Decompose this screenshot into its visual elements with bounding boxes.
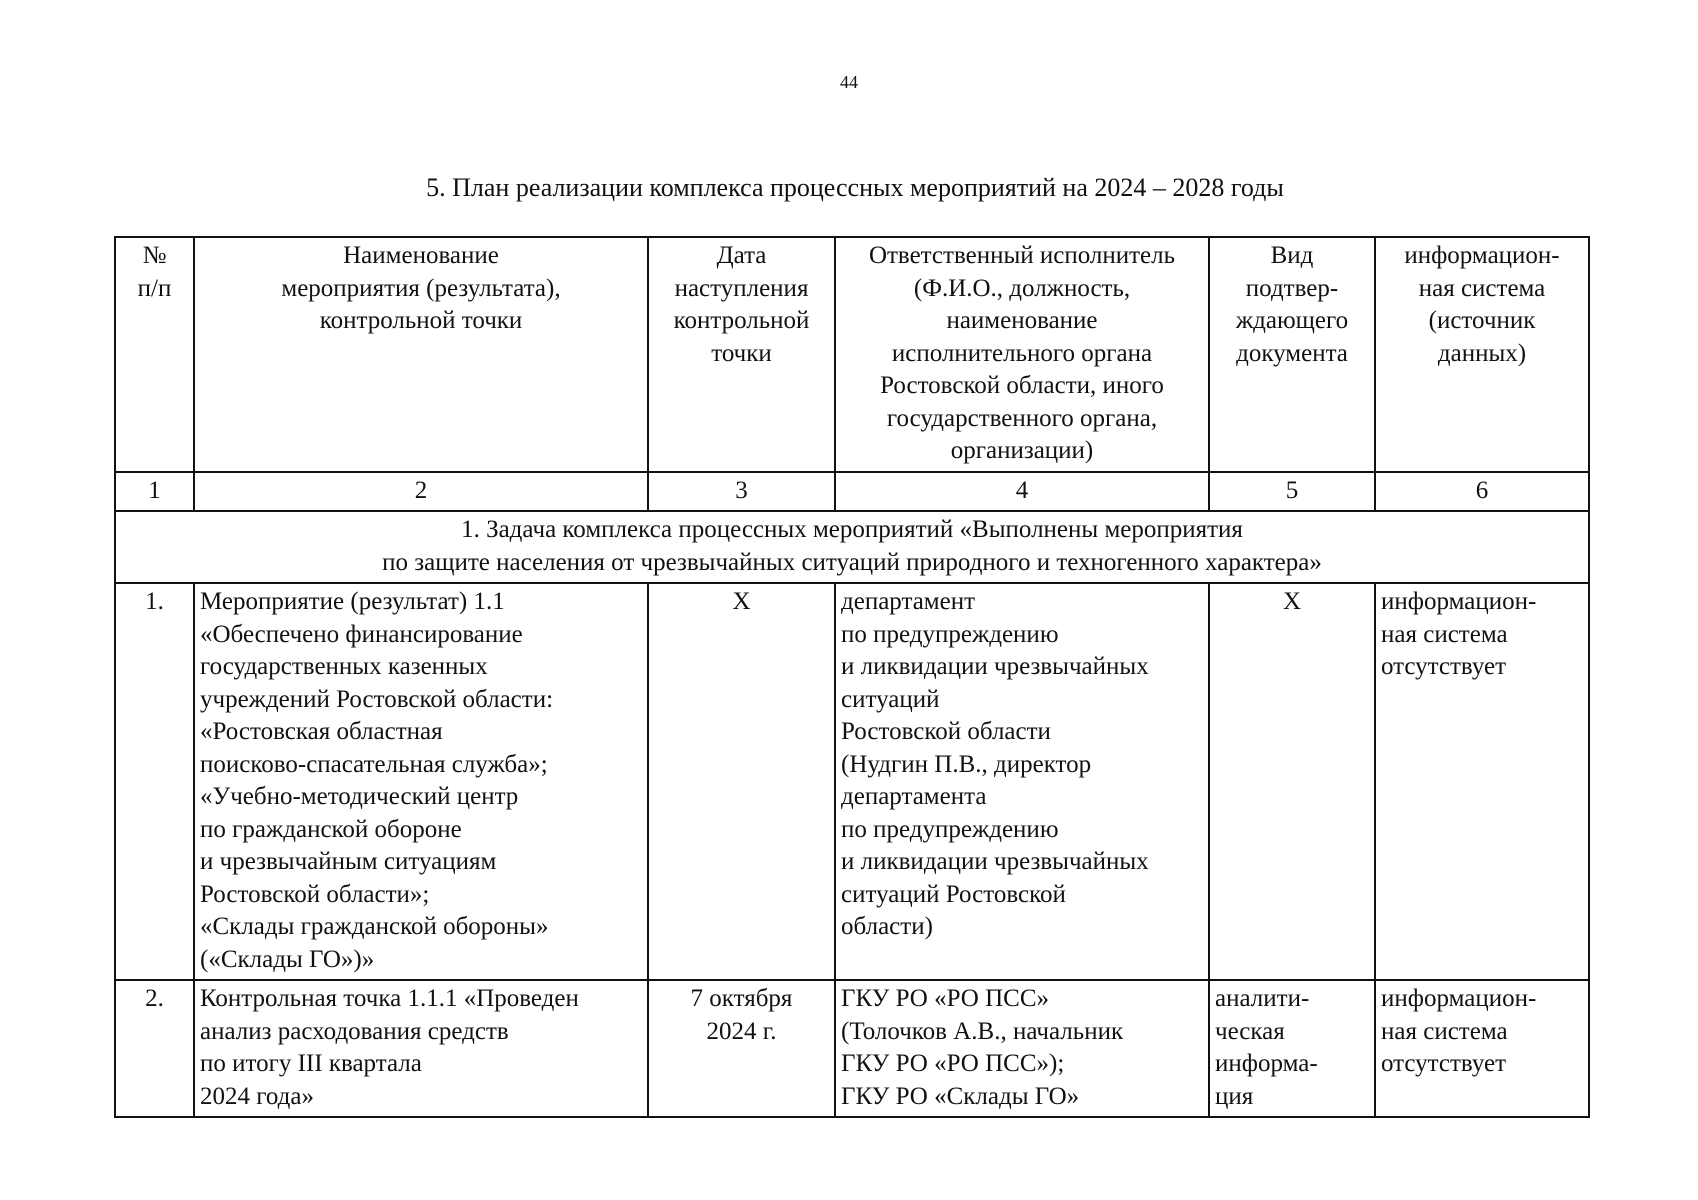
text-line: учреждений Ростовской области: <box>200 685 554 713</box>
table-row <box>115 980 1589 1117</box>
text-line: (Нудгин П.В., директор <box>841 750 1092 778</box>
text-line: документа <box>1236 339 1348 367</box>
column-number: 5 <box>1209 472 1375 512</box>
header-cell-date <box>648 237 835 472</box>
text-line: Ростовской области, иного <box>880 372 1164 399</box>
page-number: 44 <box>840 72 858 92</box>
text-line: данных) <box>1437 339 1527 367</box>
text-line: ная система <box>1381 620 1508 648</box>
text-line: по гражданской обороне <box>200 815 462 843</box>
text-line: ция <box>1215 1082 1254 1110</box>
text-line: Мероприятие (результат) 1.1 <box>200 588 505 615</box>
row-document <box>1209 980 1375 1117</box>
text-line: департамента <box>841 783 987 810</box>
text-line: Вид <box>1270 242 1314 269</box>
text-line: и чрезвычайным ситуациям <box>200 848 497 875</box>
text-line: X <box>732 588 751 615</box>
text-line: по предупреждению <box>841 815 1059 843</box>
text-line: области) <box>841 913 933 940</box>
row-name <box>194 980 648 1117</box>
column-number: 1 <box>115 472 194 512</box>
text-line: по защите населения от чрезвычайных ситуаций природного и техногенного характера» <box>382 548 1322 576</box>
task-row <box>115 511 1589 583</box>
header-cell-name <box>194 237 648 472</box>
text-line: департамент <box>841 588 976 615</box>
text-line: анализ расходования средств <box>200 1017 509 1045</box>
text-line: контрольной <box>673 307 810 334</box>
column-number: 4 <box>835 472 1209 512</box>
text-line: Наименование <box>343 242 499 269</box>
row-responsible <box>835 980 1209 1117</box>
header-cell-document <box>1209 237 1375 472</box>
text-line: и ликвидации чрезвычайных <box>841 653 1149 680</box>
text-line: ная система <box>1418 274 1546 302</box>
text-line: информацион- <box>1404 242 1560 269</box>
row-number: 2. <box>115 980 194 1117</box>
text-line: контрольной точки <box>319 307 523 334</box>
text-line: Ростовской области»; <box>200 880 430 908</box>
task-heading <box>115 511 1589 583</box>
row-date <box>648 583 835 980</box>
text-line: ситуаций <box>841 685 940 713</box>
text-line: «Склады гражданской обороны» <box>200 913 549 940</box>
row-date <box>648 980 835 1117</box>
text-line: ческая <box>1215 1017 1285 1045</box>
text-line: ГКУ РО «Склады ГО» <box>841 1082 1080 1110</box>
column-number: 3 <box>648 472 835 512</box>
text-line: 2024 г. <box>706 1017 777 1045</box>
row-responsible <box>835 583 1209 980</box>
text-line: ситуаций Ростовской <box>841 880 1066 908</box>
text-line: аналити- <box>1215 985 1310 1012</box>
text-line: организации) <box>950 437 1094 464</box>
text-line: мероприятия (результата), <box>281 274 561 302</box>
text-line: по итогу III квартала <box>200 1050 422 1077</box>
text-line: отсутствует <box>1381 653 1507 680</box>
text-line: ная система <box>1381 1017 1508 1045</box>
text-line: «Учебно-методический центр <box>200 783 519 810</box>
text-line: 1. Задача комплекса процессных мероприятий «Выполнены мероприятия <box>461 516 1243 543</box>
text-line: подтвер- <box>1245 274 1339 302</box>
text-line: и ликвидации чрезвычайных <box>841 848 1149 875</box>
text-line: информа- <box>1215 1050 1318 1077</box>
text-line: информацион- <box>1381 588 1537 615</box>
text-line: исполнительного органа <box>891 339 1153 367</box>
text-line: государственных казенных <box>200 653 488 680</box>
text-line: Ответственный исполнитель <box>868 242 1176 269</box>
row-system <box>1375 583 1589 980</box>
text-line: п/п <box>137 274 172 302</box>
text-line: X <box>1282 588 1302 615</box>
text-line: «Обеспечено финансирование <box>200 620 523 648</box>
header-cell-system <box>1375 237 1589 472</box>
column-numbers-row <box>115 472 1589 512</box>
text-line: ждающего <box>1235 307 1349 334</box>
text-line: наименование <box>946 307 1098 334</box>
text-line: ГКУ РО «РО ПСС»); <box>841 1050 1065 1077</box>
header-cell-number <box>115 237 194 472</box>
text-line: (Толочков А.В., начальник <box>841 1017 1124 1045</box>
text-line: Ростовской области <box>841 718 1051 745</box>
table-row <box>115 583 1589 980</box>
text-line: «Ростовская областная <box>200 718 443 745</box>
page-title: 5. План реализации комплекса процессных мероприятий на 2024 – 2028 годы <box>426 173 1284 202</box>
text-line: точки <box>711 339 772 367</box>
text-line: ГКУ РО «РО ПСС» <box>841 985 1050 1012</box>
plan-table <box>114 236 1590 1118</box>
header-cell-responsible <box>835 237 1209 472</box>
text-line: 7 октября <box>690 985 793 1012</box>
text-line: наступления <box>674 274 809 302</box>
row-system <box>1375 980 1589 1117</box>
text-line: Контрольная точка 1.1.1 «Проведен <box>200 985 579 1012</box>
text-line: информацион- <box>1381 985 1537 1012</box>
table-header-row <box>115 237 1589 472</box>
text-line: № <box>142 242 167 269</box>
text-line: (источник <box>1428 307 1536 334</box>
text-line: по предупреждению <box>841 620 1059 648</box>
text-line: государственного органа, <box>886 404 1158 432</box>
text-line: поисково-спасательная служба»; <box>200 750 548 778</box>
text-line: («Склады ГО»)» <box>200 945 375 973</box>
row-name <box>194 583 648 980</box>
column-number: 6 <box>1375 472 1589 512</box>
column-number: 2 <box>194 472 648 512</box>
text-line: (Ф.И.О., должность, <box>913 274 1131 302</box>
text-line: Дата <box>716 242 767 269</box>
row-number: 1. <box>115 583 194 980</box>
text-line: 2024 года» <box>200 1082 314 1110</box>
row-document <box>1209 583 1375 980</box>
text-line: отсутствует <box>1381 1050 1507 1077</box>
